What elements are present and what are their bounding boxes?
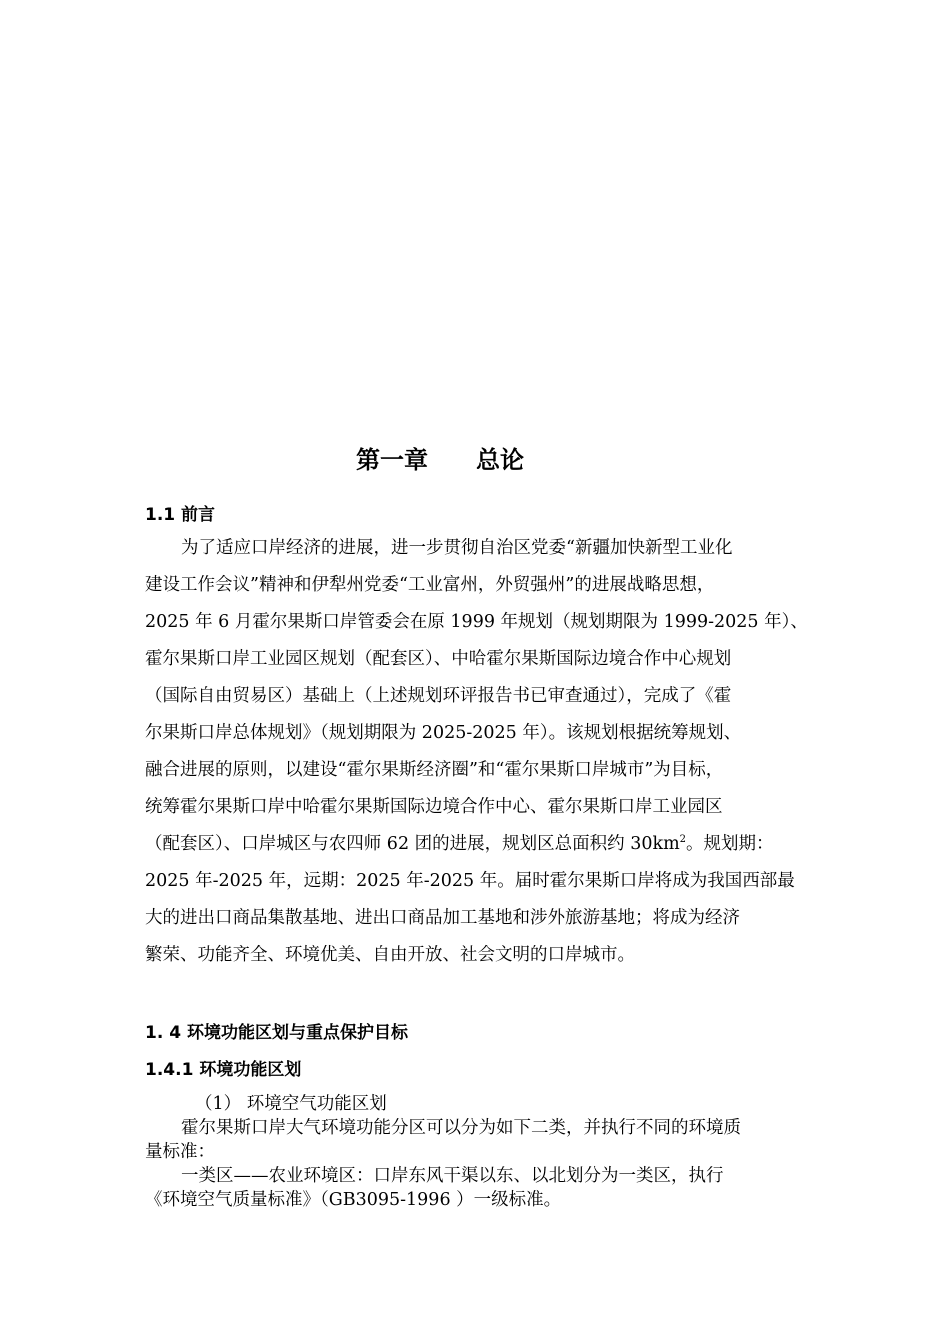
section-heading-1-4-1: 1.4.1 环境功能区划 (145, 1060, 302, 1080)
text-segment: 。规划期： (686, 834, 774, 854)
text-line: （国际自由贸易区）基础上（上述规划环评报告书已审查通过），完成了《霍 (145, 686, 732, 706)
text-line: 2025 年-2025 年，远期：2025 年-2025 年。届时霍尔果斯口岸将成为我国西部最 (145, 871, 795, 891)
item-heading: （1） 环境空气功能区划 (195, 1094, 387, 1114)
air-zoning-block (145, 1092, 825, 1212)
text-line: 霍尔果斯口岸工业园区规划（配套区）、中哈霍尔果斯国际边境合作中心规划 (145, 649, 732, 669)
section-heading-1-1: 1.1 前言 (145, 505, 216, 525)
superscript: 2 (679, 834, 687, 846)
text-line: 统筹霍尔果斯口岸中哈霍尔果斯国际边境合作中心、霍尔果斯口岸工业园区 (145, 797, 723, 817)
text-line: 大的进出口商品集散基地、进出口商品加工基地和涉外旅游基地；将成为经济 (145, 908, 740, 928)
intro-paragraph (145, 530, 825, 974)
text-line: 一类区——农业环境区：口岸东风干渠以东、以北划分为一类区，执行 (181, 1166, 724, 1186)
section-heading-1-4: 1. 4 环境功能区划与重点保护目标 (145, 1023, 408, 1043)
text-line: 《环境空气质量标准》（GB3095-1996 ）一级标准。 (145, 1190, 562, 1210)
chapter-title: 第一章 总论 (356, 446, 524, 474)
text-line: 为了适应口岸经济的进展，进一步贯彻自治区党委“新疆加快新型工业化 (181, 538, 733, 558)
text-line: 尔果斯口岸总体规划》（规划期限为 2025-2025 年）。该规划根据统筹规划、 (145, 723, 742, 743)
text-segment: （配套区）、口岸城区与农四师 62 团的进展，规划区总面积约 30km (145, 834, 680, 854)
text-line: 建设工作会议”精神和伊犁州党委“工业富州，外贸强州”的进展战略思想， (145, 575, 715, 595)
text-line: 霍尔果斯口岸大气环境功能分区可以分为如下二类，并执行不同的环境质 (181, 1118, 741, 1138)
text-line: 2025 年 6 月霍尔果斯口岸管委会在原 1999 年规划（规划期限为 1999-2025 年）、 (145, 612, 808, 632)
text-line: 量标准： (145, 1142, 215, 1162)
text-line (145, 826, 825, 863)
text-line: 融合进展的原则，以建设“霍尔果斯经济圈”和“霍尔果斯口岸城市”为目标， (145, 760, 724, 780)
text-line: 繁荣、功能齐全、环境优美、自由开放、社会文明的口岸城市。 (145, 945, 635, 965)
